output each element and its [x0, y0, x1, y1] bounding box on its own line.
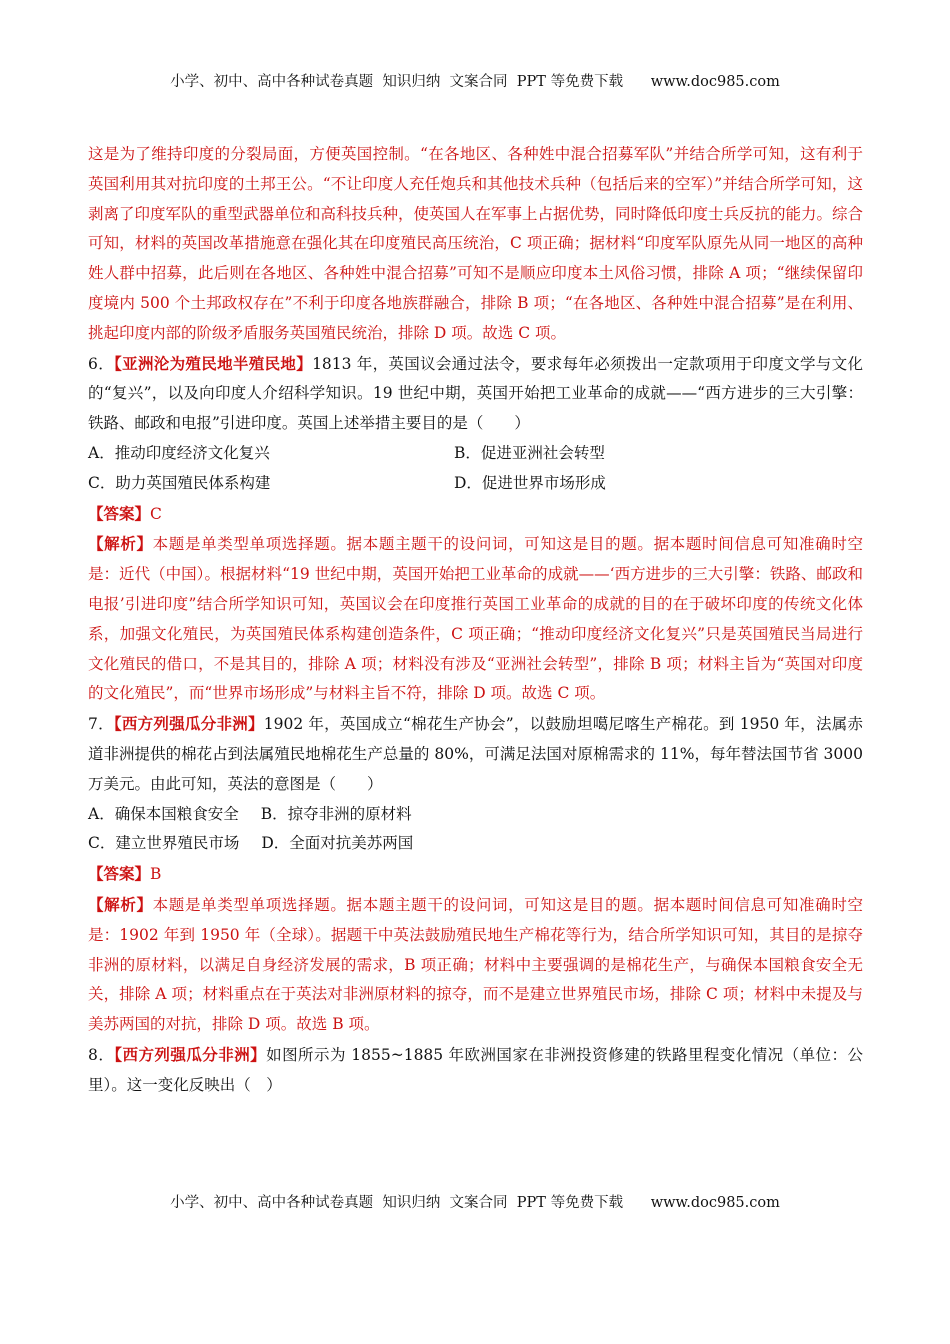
question-7-analysis	[88, 890, 863, 1040]
question-7-options-row-1	[88, 800, 863, 830]
question-topic-tag: 【亚洲沦为殖民地半殖民地】	[114, 353, 313, 373]
option-c: C．助力英国殖民体系构建	[88, 473, 271, 492]
analysis-label: 【解析】	[88, 894, 153, 914]
answer-value: B	[150, 865, 162, 884]
option-b: B．掠夺非洲的原材料	[260, 804, 412, 823]
page-header: 小学、初中、高中各种试卷真题 知识归纳 文案合同 PPT 等免费下载 www.doc985.com	[170, 74, 780, 90]
question-number: 8．	[88, 1045, 115, 1064]
question-8	[88, 1040, 863, 1101]
question-number: 7．	[88, 715, 114, 734]
question-6-analysis	[88, 529, 863, 709]
option-b: B．促进亚洲社会转型	[454, 443, 605, 462]
question-7	[88, 709, 863, 799]
answer-label: 【答案】	[88, 503, 151, 523]
page-footer: 小学、初中、高中各种试卷真题 知识归纳 文案合同 PPT 等免费下载 www.doc985.com	[170, 1195, 780, 1211]
analysis-label: 【解析】	[88, 534, 153, 554]
question-stem: 1902 年，英国成立“棉花生产协会”，以鼓励坦噶尼喀生产棉花。到 1950 年，法属赤道非洲提供的棉花占到法属殖民地棉花生产总量的 80%，可满足法国对原棉需求的 11%，每年替法国节省 3000 万美元。由此可知，英法的意图是（ ）	[88, 715, 863, 793]
question-6	[88, 349, 863, 439]
option-a: A．推动印度经济文化复兴	[88, 443, 270, 462]
question-stem: 1813 年，英国议会通过法令，要求每年必须拨出一定款项用于印度文学与文化的“复兴”，以及向印度人介绍科学知识。19 世纪中期，英国开始把工业革命的成就——“西方进步的三大引擎：铁路、邮政和电报”引进印度。英国上述举措主要目的是（ ）	[88, 354, 863, 433]
prev-question-analysis: 这是为了维持印度的分裂局面，方便英国控制。“在各地区、各种姓中混合招募军队”并结合所学可知，这有利于英国利用其对抗印度的土邦王公。“不让印度人充任炮兵和其他技术兵种（包括后来的空军）”并结合所学可知，这剥离了印度军队的重型武器单位和高科技兵种，使英国人在军事上占据优势，同时降低印度士兵反抗的能力。综合可知，材料的英国改革措施意在强化其在印度殖民高压统治，C 项正确；据材料“印度军队原先从同一地区的高种姓人群中招募，此后则在各地区、各种姓中混合招募”可知不是顺应印度本土风俗习惯，排除 A 项；“继续保留印度境内 500 个土邦政权存在”不利于印度各地族群融合，排除 B 项；“在各地区、各种姓中混合招募”是在利用、挑起印度内部的阶级矛盾服务英国殖民统治，排除 D 项。故选 C 项。	[88, 145, 864, 342]
question-6-options	[88, 439, 863, 499]
analysis-text: 本题是单类型单项选择题。据本题主题干的设问词，可知这是目的题。据本题时间信息可知准确时空是：近代（中国）。根据材料“19 世纪中期，英国开始把工业革命的成就——‘西方进步的三大引擎：铁路、邮政和电报’引进印度”结合所学知识可知，英国议会在印度推行英国工业革命的成就的目的在于破坏印度的传统文化体系，加强文化殖民，为英国殖民体系构建创造条件，C 项正确；“推动印度经济文化复兴”只是英国殖民当局进行文化殖民的借口，不是其目的，排除 A 项；材料没有涉及“亚洲社会转型”，排除 B 项；材料主旨为“英国对印度的文化殖民”，而“世界市场形成”与材料主旨不符，排除 D 项。故选 C 项。	[88, 535, 863, 703]
document-body	[88, 140, 863, 1101]
question-6-answer	[88, 499, 863, 530]
question-topic-tag: 【西方列强瓜分非洲】	[113, 714, 264, 734]
question-topic-tag: 【西方列强瓜分非洲】	[114, 1044, 267, 1064]
question-number: 6．	[88, 354, 115, 373]
answer-label: 【答案】	[88, 864, 151, 884]
analysis-text: 本题是单类型单项选择题。据本题主题干的设问词，可知这是目的题。据本题时间信息可知准确时空是：1902 年到 1950 年（全球）。据题干中英法鼓励殖民地生产棉花等行为，结合所学知识可知，其目的是掠夺非洲的原材料，以满足自身经济发展的需求，B 项正确；材料中主要强调的是棉花生产，与确保本国粮食安全无关，排除 A 项；材料重点在于英法对非洲原材料的掠夺，而不是建立世界殖民市场，排除 C 项；材料中未提及与美苏两国的对抗，排除 D 项。故选 B 项。	[88, 895, 863, 1034]
answer-value: C	[150, 504, 162, 523]
question-stem: 如图所示为 1855~1885 年欧洲国家在非洲投资修建的铁路里程变化情况（单位：公里）。这一变化反映出（ ）	[88, 1045, 863, 1094]
question-7-answer	[88, 859, 863, 890]
option-d: D．促进世界市场形成	[454, 473, 606, 492]
option-d: D．全面对抗美苏两国	[261, 834, 414, 853]
option-c: C．建立世界殖民市场	[88, 834, 240, 853]
question-7-options-row-2	[88, 829, 863, 859]
option-a: A．确保本国粮食安全	[88, 804, 239, 823]
